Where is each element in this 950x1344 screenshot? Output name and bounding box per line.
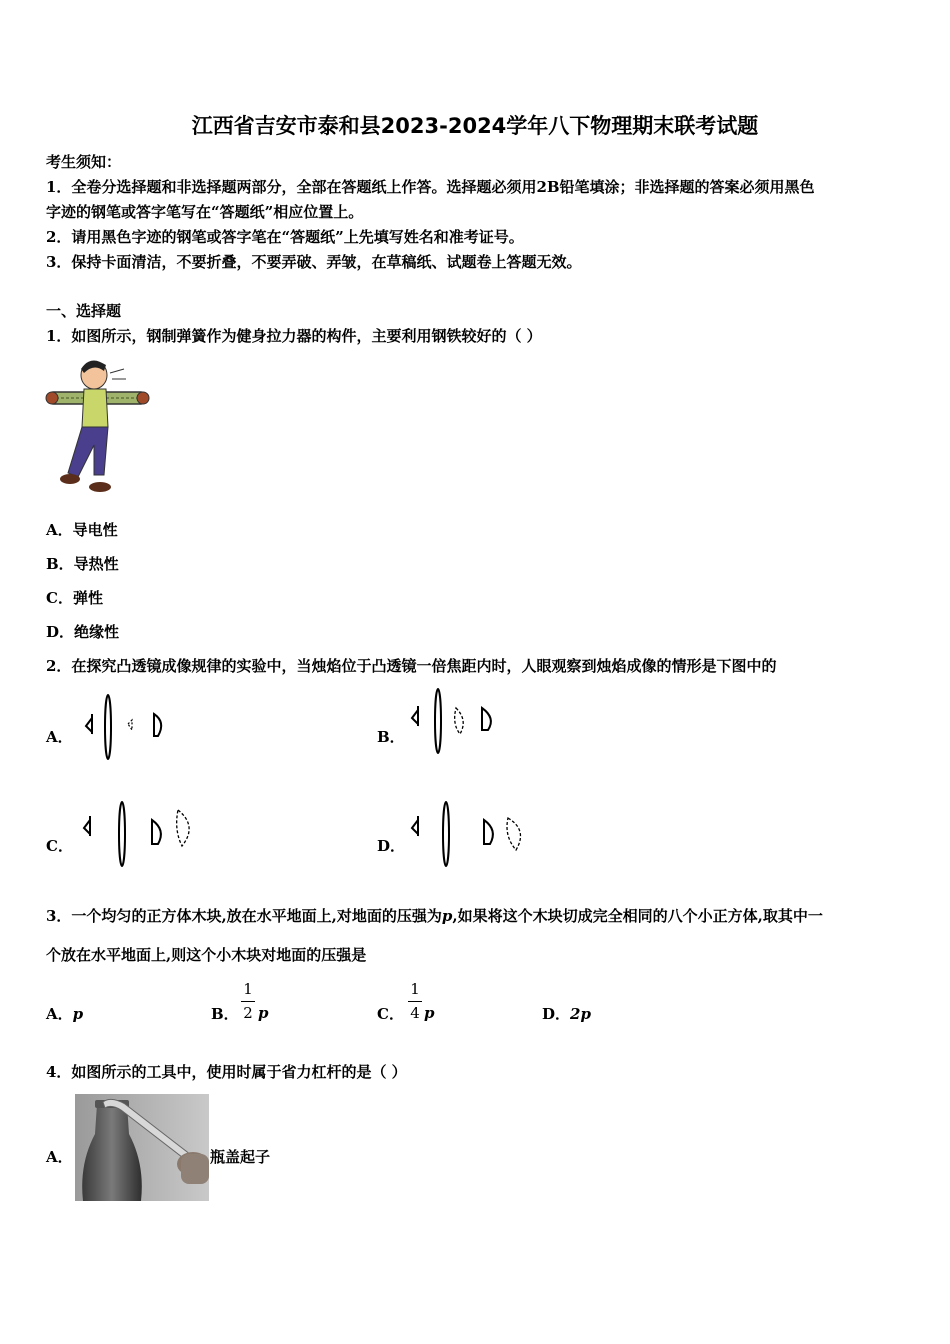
notice-heading: 考生须知：: [46, 153, 122, 171]
q3-option-c-var: p: [424, 1004, 435, 1022]
q3-option-c-denominator: 4: [410, 1004, 420, 1022]
notice-line-3: 2．请用黑色字迹的钢笔或答字笔在“答题纸”上先填写姓名和准考证号。: [46, 228, 524, 246]
q4-stem: 4．如图所示的工具中，使用时属于省力杠杆的是（ ）: [46, 1063, 407, 1081]
q1-option-c: C．弹性: [46, 589, 103, 607]
q3-option-b-numerator: 1: [243, 980, 253, 998]
q3-option-d: D．2p: [542, 1005, 591, 1023]
bottle-opener-image: [75, 1094, 209, 1201]
q2-label-c: C．: [46, 837, 73, 855]
q3-option-c-numerator: 1: [410, 980, 420, 998]
q3-option-a: A．p: [46, 1005, 84, 1023]
q3-stem-line1: 3．一个均匀的正方体木块,放在水平地面上,对地面的压强为p,如果将这个木块切成完全相同的八个小正方体,取其中一: [46, 907, 823, 925]
q2-diagram-a: [78, 692, 173, 762]
notice-line-1: 1．全卷分选择题和非选择题两部分，全部在答题纸上作答。选择题必须用2B铅笔填涂；非选择题的答案必须用黑色: [46, 178, 815, 196]
notice-line-2: 字迹的钢笔或答字笔写在“答题纸”相应位置上。: [46, 203, 364, 221]
notice-line-4: 3．保持卡面清洁，不要折叠，不要弄破、弄皱，在草稿纸、试题卷上答题无效。: [46, 253, 582, 271]
q3-option-b-var: p: [258, 1004, 269, 1022]
q2-label-a: A．: [46, 728, 73, 746]
q1-option-b: B．导热性: [46, 555, 119, 573]
exerciser-figure-image: [44, 355, 152, 497]
q2-diagram-d: [408, 800, 533, 870]
q1-stem: 1．如图所示，钢制弹簧作为健身拉力器的构件，主要利用钢铁较好的（ ）: [46, 327, 542, 345]
q3-stem-line2: 个放在水平地面上,则这个小木块对地面的压强是: [46, 946, 367, 964]
q2-label-d: D．: [377, 837, 406, 855]
q3-option-b-fraction-bar: [241, 1001, 255, 1002]
q3-option-b-denominator: 2: [243, 1004, 253, 1022]
q2-label-b: B．: [377, 728, 405, 746]
q3-option-c-label: C．: [377, 1005, 404, 1023]
q1-option-a: A．导电性: [46, 521, 118, 539]
q4-option-a-text: 瓶盖起子: [210, 1148, 271, 1166]
q2-diagram-b: [408, 688, 503, 758]
q3-option-b-label: B．: [211, 1005, 239, 1023]
page-title: 江西省吉安市泰和县2023-2024学年八下物理期末联考试题: [191, 114, 759, 138]
q1-option-d: D．绝缘性: [46, 623, 120, 641]
q3-option-c-fraction-bar: [408, 1001, 422, 1002]
q4-option-a-label: A．: [46, 1148, 73, 1166]
section-heading: 一、选择题: [46, 302, 122, 320]
q2-stem: 2．在探究凸透镜成像规律的实验中，当烛焰位于凸透镜一倍焦距内时，人眼观察到烛焰成像的情形是下图中的: [46, 657, 777, 675]
q2-diagram-c: [80, 800, 200, 870]
